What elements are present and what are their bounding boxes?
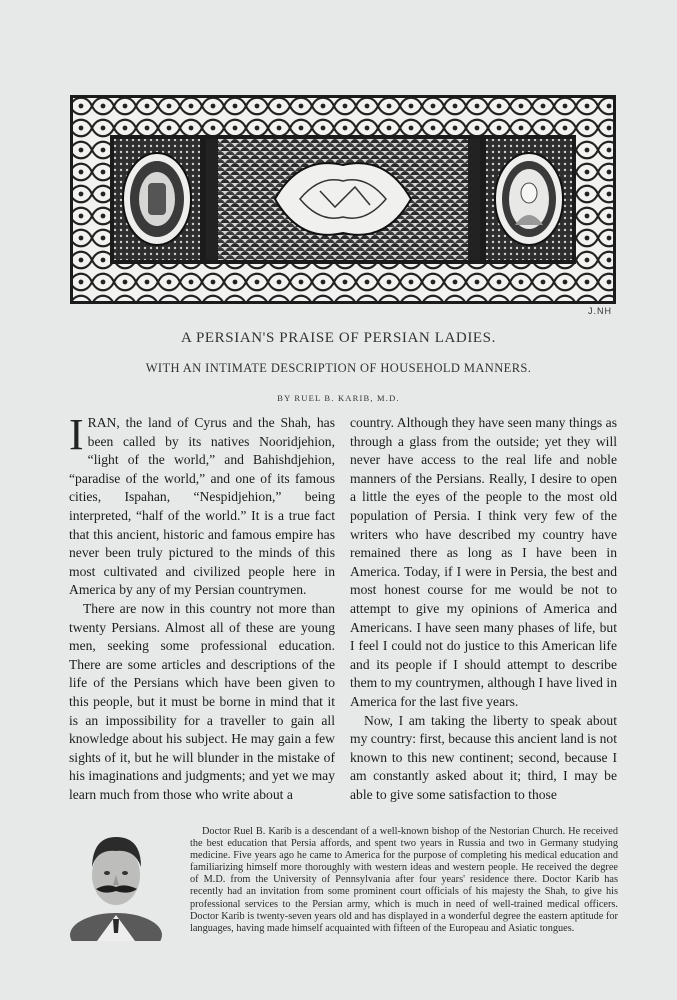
- author-bio-text: Doctor Ruel B. Karib is a descendant of a well-known bishop of the Nestorian Church. He received the best education that Persia affords, and spent two years in Russia and two in Germany studying medicine. Five years ago he came to America for the purpose of completing his medical education and familiarizing himself more thoroughly with western ideas and western people. He received the degree of M.D. from the University of Pennsylvania after four years' residence there. Doctor Karib has recently had an invitation from some prominent court officials of his majesty the Shah, to give his professional services to the Persian army, which is much in need of well-trained medical officers. Doctor Karib is twenty-seven years old and has displayed in a wonderful degree the eastern aptitude for languages, having made himself acquainted with fifteen of the Europeau and Asiatic tongues.: [190, 826, 618, 934]
- ornamental-banner-icon: [70, 95, 616, 304]
- paragraph-4: Now, I am taking the liberty to speak about my country: first, because this ancient land is not known to this new continent; second, because I am constantly asked about it; third, I may be able to give some satisfaction to those: [350, 712, 617, 802]
- article-title: A PERSIAN'S PRAISE OF PERSIAN LADIES.: [181, 330, 496, 346]
- article-subtitle: WITH AN INTIMATE DESCRIPTION OF HOUSEHOLD MANNERS.: [145, 361, 532, 375]
- right-column: [350, 414, 617, 809]
- author-portrait-icon: [63, 823, 169, 941]
- paragraph-3: country. Although they have seen many things as through a glass from the outside; yet they will never have access to the real life and noble manners of the Persians. Really, I desire to open a little the eyes of the people to the most old population of Persia. I think very few of the writers who have described my country have remained there as long as I have been in America. Today, if I were in Persia, the best and most honest course for me would be not to attempt to give my opinions of America and Americans. I have seen many phases of life, but I feel I could not do justice to this American life and its people if I should attempt to describe them to my countrymen, although I have lived in America for the last five years.: [350, 415, 617, 709]
- author-bio: [190, 826, 618, 935]
- artist-signature: J.NH: [588, 306, 612, 316]
- paragraph-1: RAN, the land of Cyrus and the Shah, has been called by its natives Nooridjehion, “light of the world,” and Bahishdjehion, “paradise of the world,” and one of its famous cities, Ispahan, “Nespidjehion,” being interpreted, “half of the world.” It is a true fact that this ancient, historic and famous empire has never been truly pictured to the minds of this most cultivated and civilized people here in America by any of my Persian countrymen.: [69, 415, 335, 598]
- article-byline: BY RUEL B. KARIB, M.D.: [277, 393, 400, 403]
- drop-cap: I: [69, 414, 84, 459]
- left-column: [69, 414, 335, 809]
- paragraph-2: There are now in this country not more than twenty Persians. Almost all of these are young men, seeking some professional education. There are some articles and descriptions of the life of the Persians which have been given to this people, but it must be borne in mind that it is an impossibility for a traveller to gain all knowledge about his subject. He may gain a few sights of it, but he will blunder in the mistake of his imaginations and judgments; and yet we may learn much from those who write about a: [69, 600, 335, 802]
